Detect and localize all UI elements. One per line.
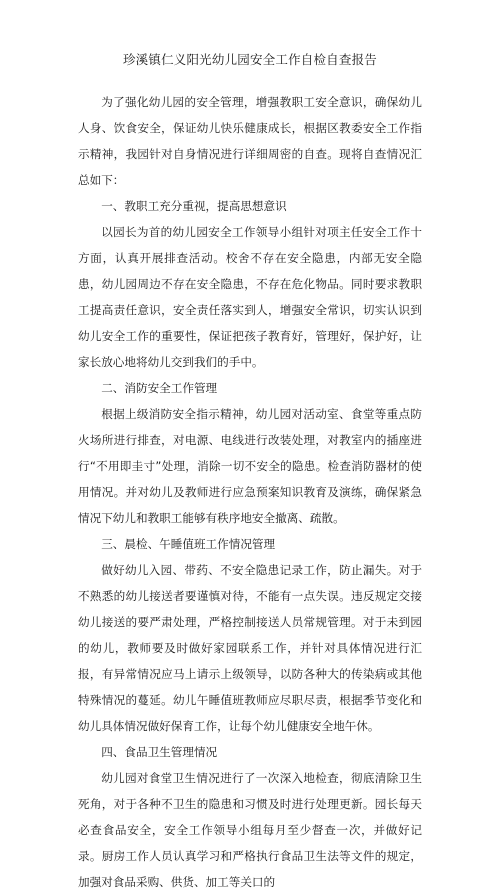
intro-paragraph: 为了强化幼儿园的安全管理，增强教职工安全意识，确保幼儿人身、饮食安全，保证幼儿快乐健康成长，根据区教委安全工作指示精神，我园针对自身情况进行详细周密的自查。现将自查情况汇总如下： — [78, 95, 422, 187]
section-paragraph-4: 幼儿园对食堂卫生情况进行了一次深入地检查，彻底清除卫生死角，对于各种不卫生的隐患和习惯及时进行处理更新。园长每天必查食品安全，安全工作领导小组每月至少督查一次，并做好记录。厨房工作人员认真学习和严格执行食品卫生法等文件的规定，加强对食品采购、供货、加工等关口的 — [78, 771, 422, 889]
section-paragraph-2: 根据上级消防安全指示精神，幼儿园对活动室、食堂等重点防火场所进行排查，对电源、电线进行改装处理，对教室内的插座进行“不用即圭寸”处理，消除一切不安全的隐患。检查消防器材的使用情况。并对幼儿及教师进行应急预案知识教育及演练，确保紧急情况下幼儿和教职工能够有秩序地安全撤离、疏散。 — [78, 407, 422, 525]
section-heading-2: 二、消防安全工作管理 — [101, 381, 218, 395]
section-heading-3: 三、晨检、午睡值班工作情况管理 — [101, 537, 276, 551]
document-title: 珍溪镇仁义阳光幼儿园安全工作自检自查报告 — [122, 52, 377, 67]
section-paragraph-1: 以园长为首的幼儿园安全工作领导小组针对项主任安全工作十方面，认真开展排查活动。校舍不存在安全隐患，内部无安全隐患，幼儿园周边不存在安全隐患，不存在危化物品。同时要求教职工提高责任意识，安全责任落实到人，增强安全常识，切实认识到幼儿安全工作的重要性，保证把孩子教育好，管理好，保护好，让家长放心地将幼儿交到我们的手中。 — [78, 225, 422, 369]
section-heading-4: 四、食品卫生管理情况 — [101, 745, 218, 759]
section-heading-1: 一、教职工充分重视，提高思想意识 — [101, 199, 287, 213]
document-body — [78, 89, 422, 895]
section-paragraph-3: 做好幼儿入园、带药、不安全隐患记录工作，防止漏失。对于不熟悉的幼儿接送者要谨慎对待，不能有一点失误。违反规定交接幼儿接送的要严肃处理，严格控制接送人员常规管理。对于未到园的幼儿，教师要及时做好家园联系工作，并针对具体情况进行汇报，有异常情况应马上请示上级领导，以防各种大的传染病或其他特殊情况的蔓延。幼儿午睡值班教师应尽职尽责，根据季节变化和幼儿具体情况做好保育工作，让每个幼儿健康安全地午休。 — [78, 563, 422, 733]
